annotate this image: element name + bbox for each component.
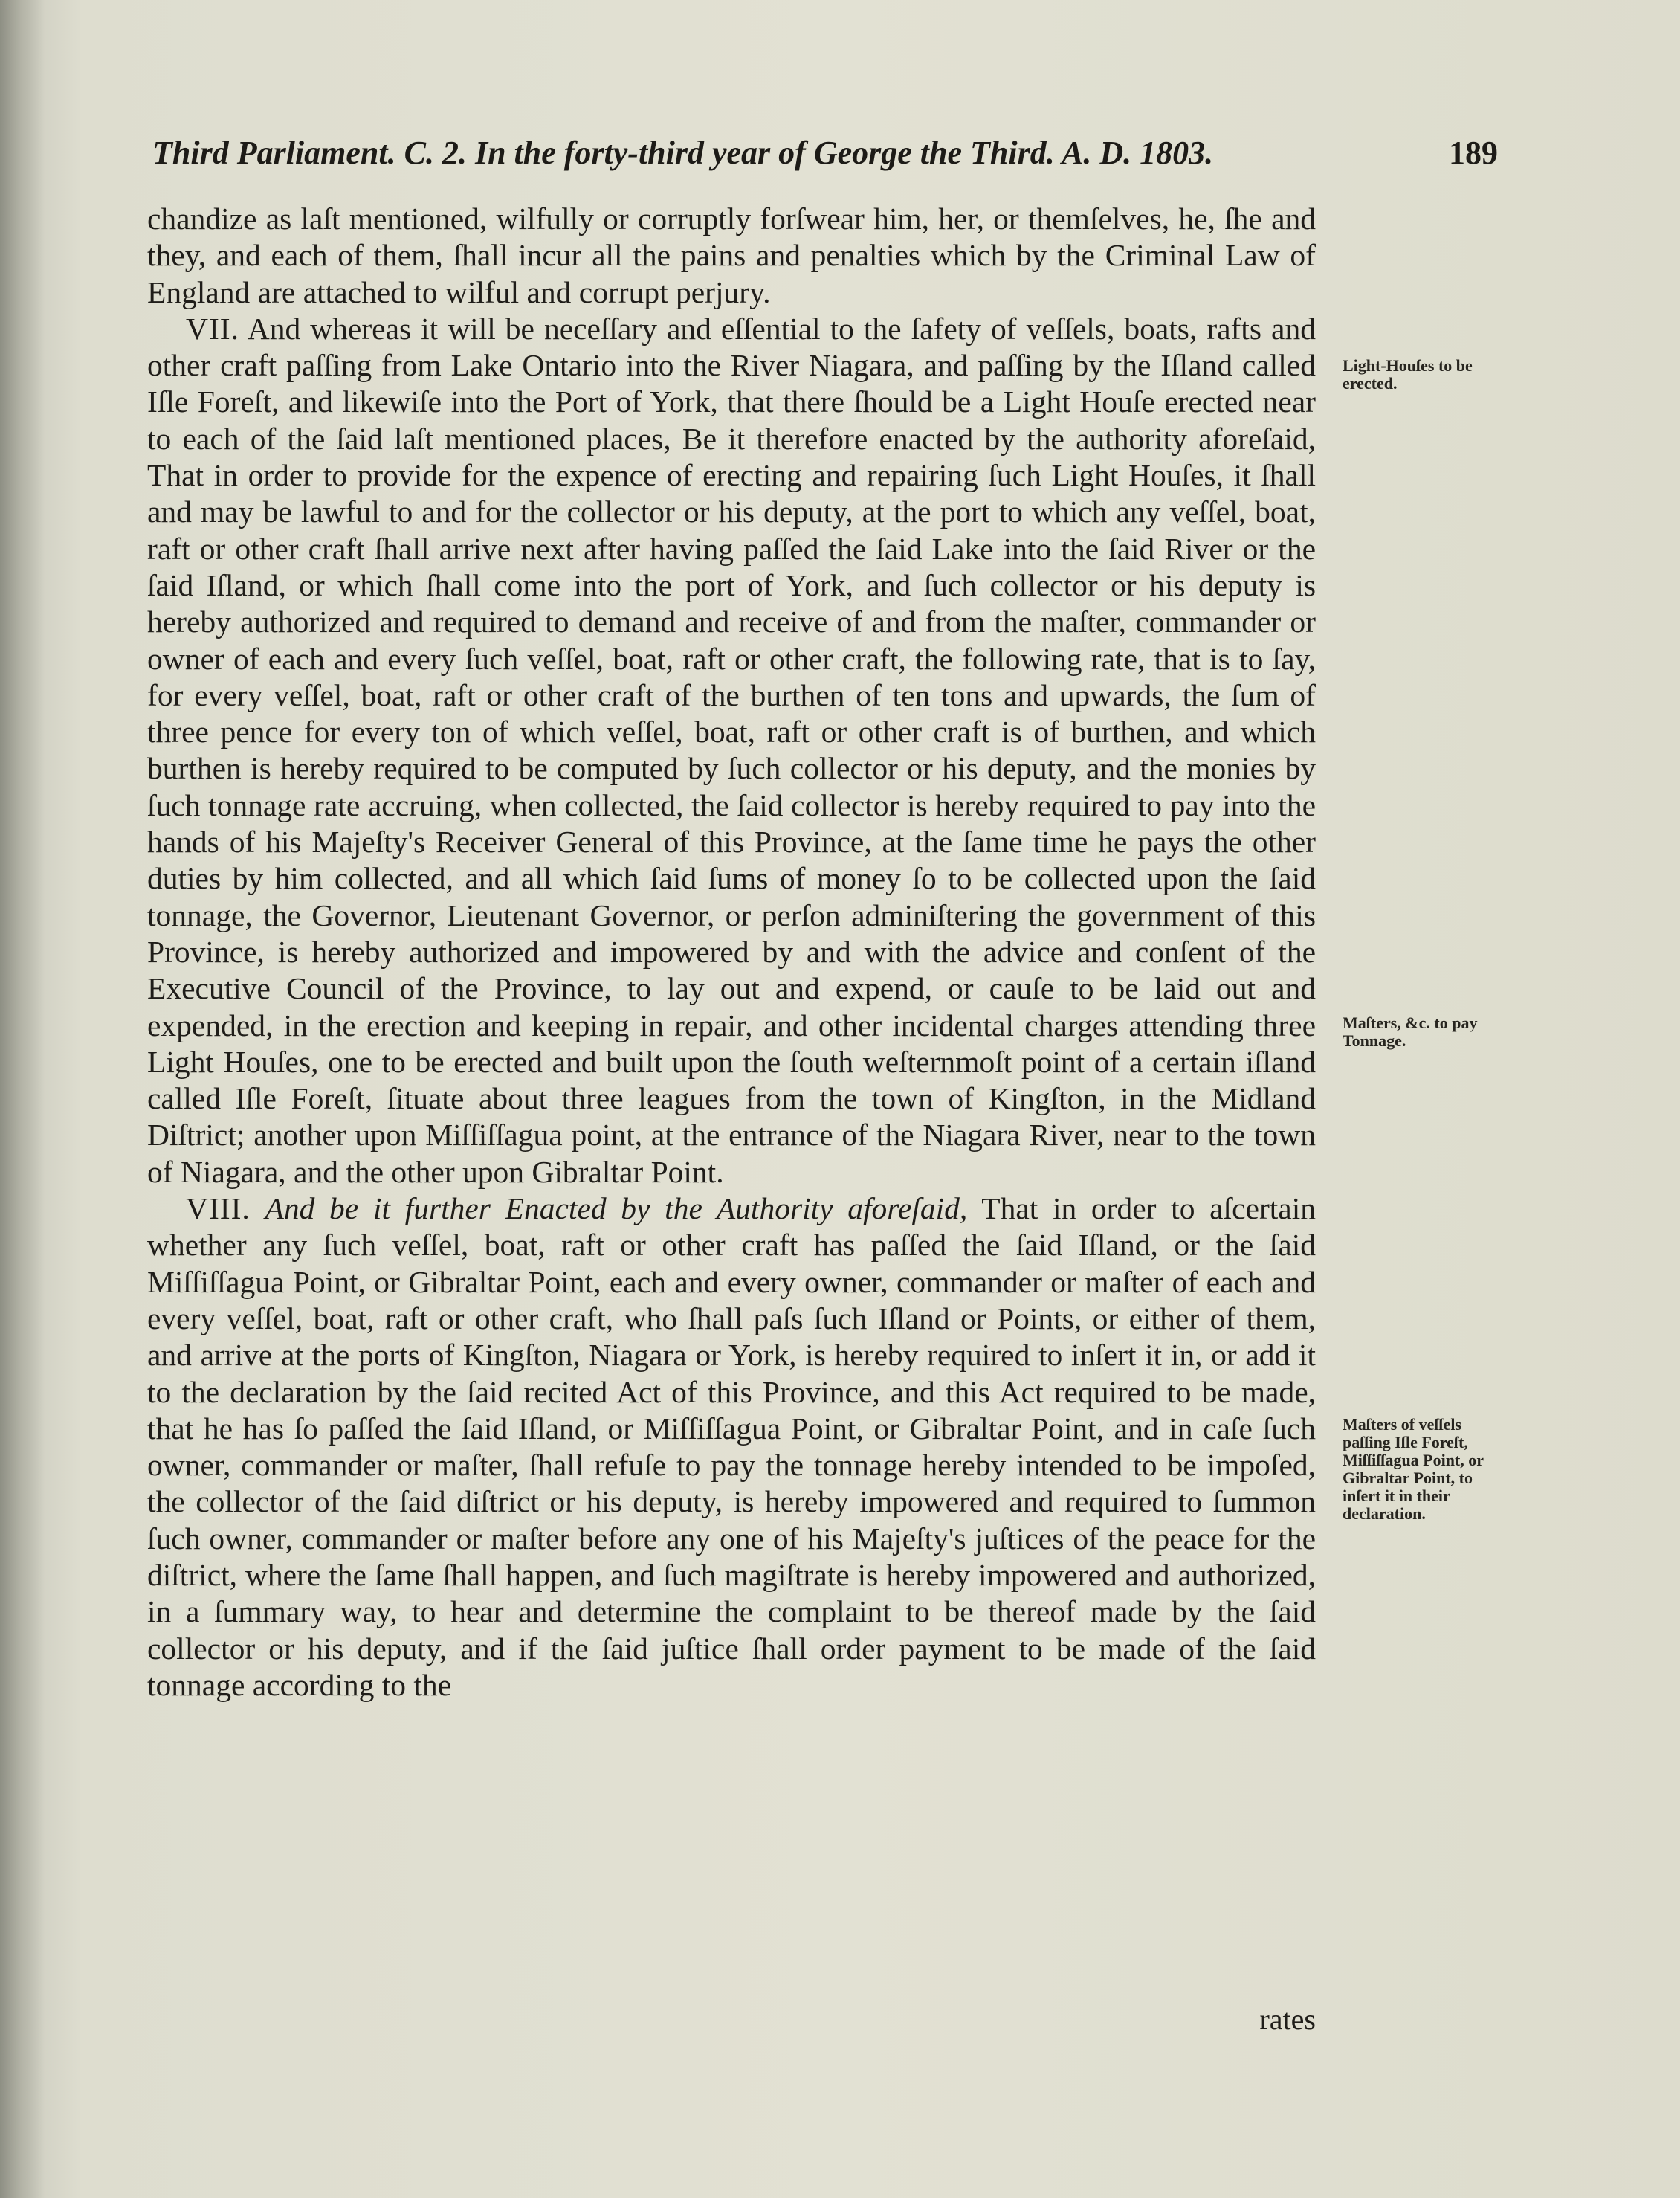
marginal-note-tonnage: Maſters, &c. to pay Tonnage. [1343,1013,1478,1050]
body-text [147,201,1316,1704]
page-number: 189 [1449,135,1498,171]
page-gutter-shadow [0,0,45,2198]
enacting-clause: And be it further Enacted by the Authority aforeſaid, [265,1191,968,1226]
paragraph-text: And whereas it will be neceſſary and eſſential to the ſafety of veſſels, boats, rafts and other craft paſſing from Lake Ontario into the River Niagara, and paſſing by the Iſland called Iſle Foreſt, and likewiſe into the Port of York, that there ſhould be a Light Houſe erected near to each of the ſaid laſt mentioned places, Be it therefore enacted by the authority aforeſaid, That in order to provide for the expence of erecting and repairing ſuch Light Houſes, it ſhall and may be lawful to and for the collector or his deputy, at the port to which any veſſel, boat, raft or other craft ſhall arrive next after having paſſed the ſaid Lake into the ſaid River or the ſaid Iſland, or which ſhall come into the port of York, and ſuch collector or his deputy is hereby authorized and required to demand and receive of and from the maſter, commander or owner of each and every ſuch veſſel, boat, raft or other craft, the following rate, that is to ſay, for every veſſel, boat, raft or other craft of the burthen of ten tons and upwards, the ſum of three pence for every ton of which veſſel, boat, raft or other craft is of burthen, and which burthen is hereby required to be computed by ſuch collector or his deputy, and the monies by ſuch tonnage rate accruing, when collected, the ſaid collector is hereby required to pay into the hands of his Majeſty's Receiver General of this Province, at the ſame time he pays the other duties by him collected, and all which ſaid ſums of money ſo to be collected upon the ſaid tonnage, the Governor, Lieutenant Governor, or perſon adminiſtering the government of this Province, is hereby authorized and impowered by and with the advice and conſent of the Executive Council of the Province, to lay out and expend, or cauſe to be laid out and expended, in the erection and keeping in repair, and other incidental charges attending three Light Houſes, one to be erected and built upon the ſouth weſternmoſt point of a certain iſland called Iſle Foreſt, ſituate about three leagues from the town of Kingſton, in the Midland Diſtrict; another upon Miſſiſſagua point, at the entrance of the Niagara River, near to the town of Niagara, and the other upon Gibraltar Point. [147,311,1316,1189]
section-number: VII. [186,311,239,346]
section-vii [147,311,1316,1190]
page-header [152,134,1498,186]
paragraph-continuation [147,201,1316,311]
paragraph-text: That in order to aſcertain whether any ſuch veſſel, boat, raft or other craft has paſſed the ſaid Iſland, or the ſaid Miſſiſſagua Point, or Gibraltar Point, each and every owner, commander or maſter of each and every veſſel, boat, raft or other craft, who ſhall paſs ſuch Iſland or Points, or either of them, and arrive at the ports of Kingſton, Niagara or York, is hereby required to inſert it in, or add it to the declaration by the ſaid recited Act of this Province, and this Act required to be made, that he has ſo paſſed the ſaid Iſland, or Miſſiſſagua Point, or Gibraltar Point, and in caſe ſuch owner, commander or maſter, ſhall refuſe to pay the tonnage hereby intended to be impoſed, the collector of the ſaid diſtrict or his deputy, is hereby impowered and required to ſummon ſuch owner, commander or maſter before any one of his Majeſty's juſtices of the peace for the diſtrict, where the ſame ſhall happen, and ſuch magiſtrate is hereby impowered and authorized, in a ſummary way, to hear and determine the complaint to be thereof made by the ſaid collector or his deputy, and if the ſaid juſtice ſhall order payment to be made of the ſaid tonnage according to the [147,1191,1316,1702]
section-viii [147,1190,1316,1704]
running-head: Third Parliament. C. 2. In the forty-third year of George the Third. A. D. 1803. [152,135,1214,171]
paragraph-text: chandize as laſt mentioned, wilfully or corruptly forſwear him, her, or themſelves, he, ſhe and they, and each of them, ſhall incur all the pains and penalties which by the Criminal Law of England are attached to wilful and corrupt perjury. [147,202,1316,309]
marginal-note-declaration: Maſters of veſſels paſſing Iſle Foreſt, Miſſiſſagua Point, or Gibraltar Point, to inſert it in their declaration. [1343,1415,1484,1523]
catchword: rates [1259,2002,1316,2036]
section-number: VIII. [186,1191,251,1226]
marginal-note-light-houses: Light-Houſes to be erected. [1343,356,1473,393]
